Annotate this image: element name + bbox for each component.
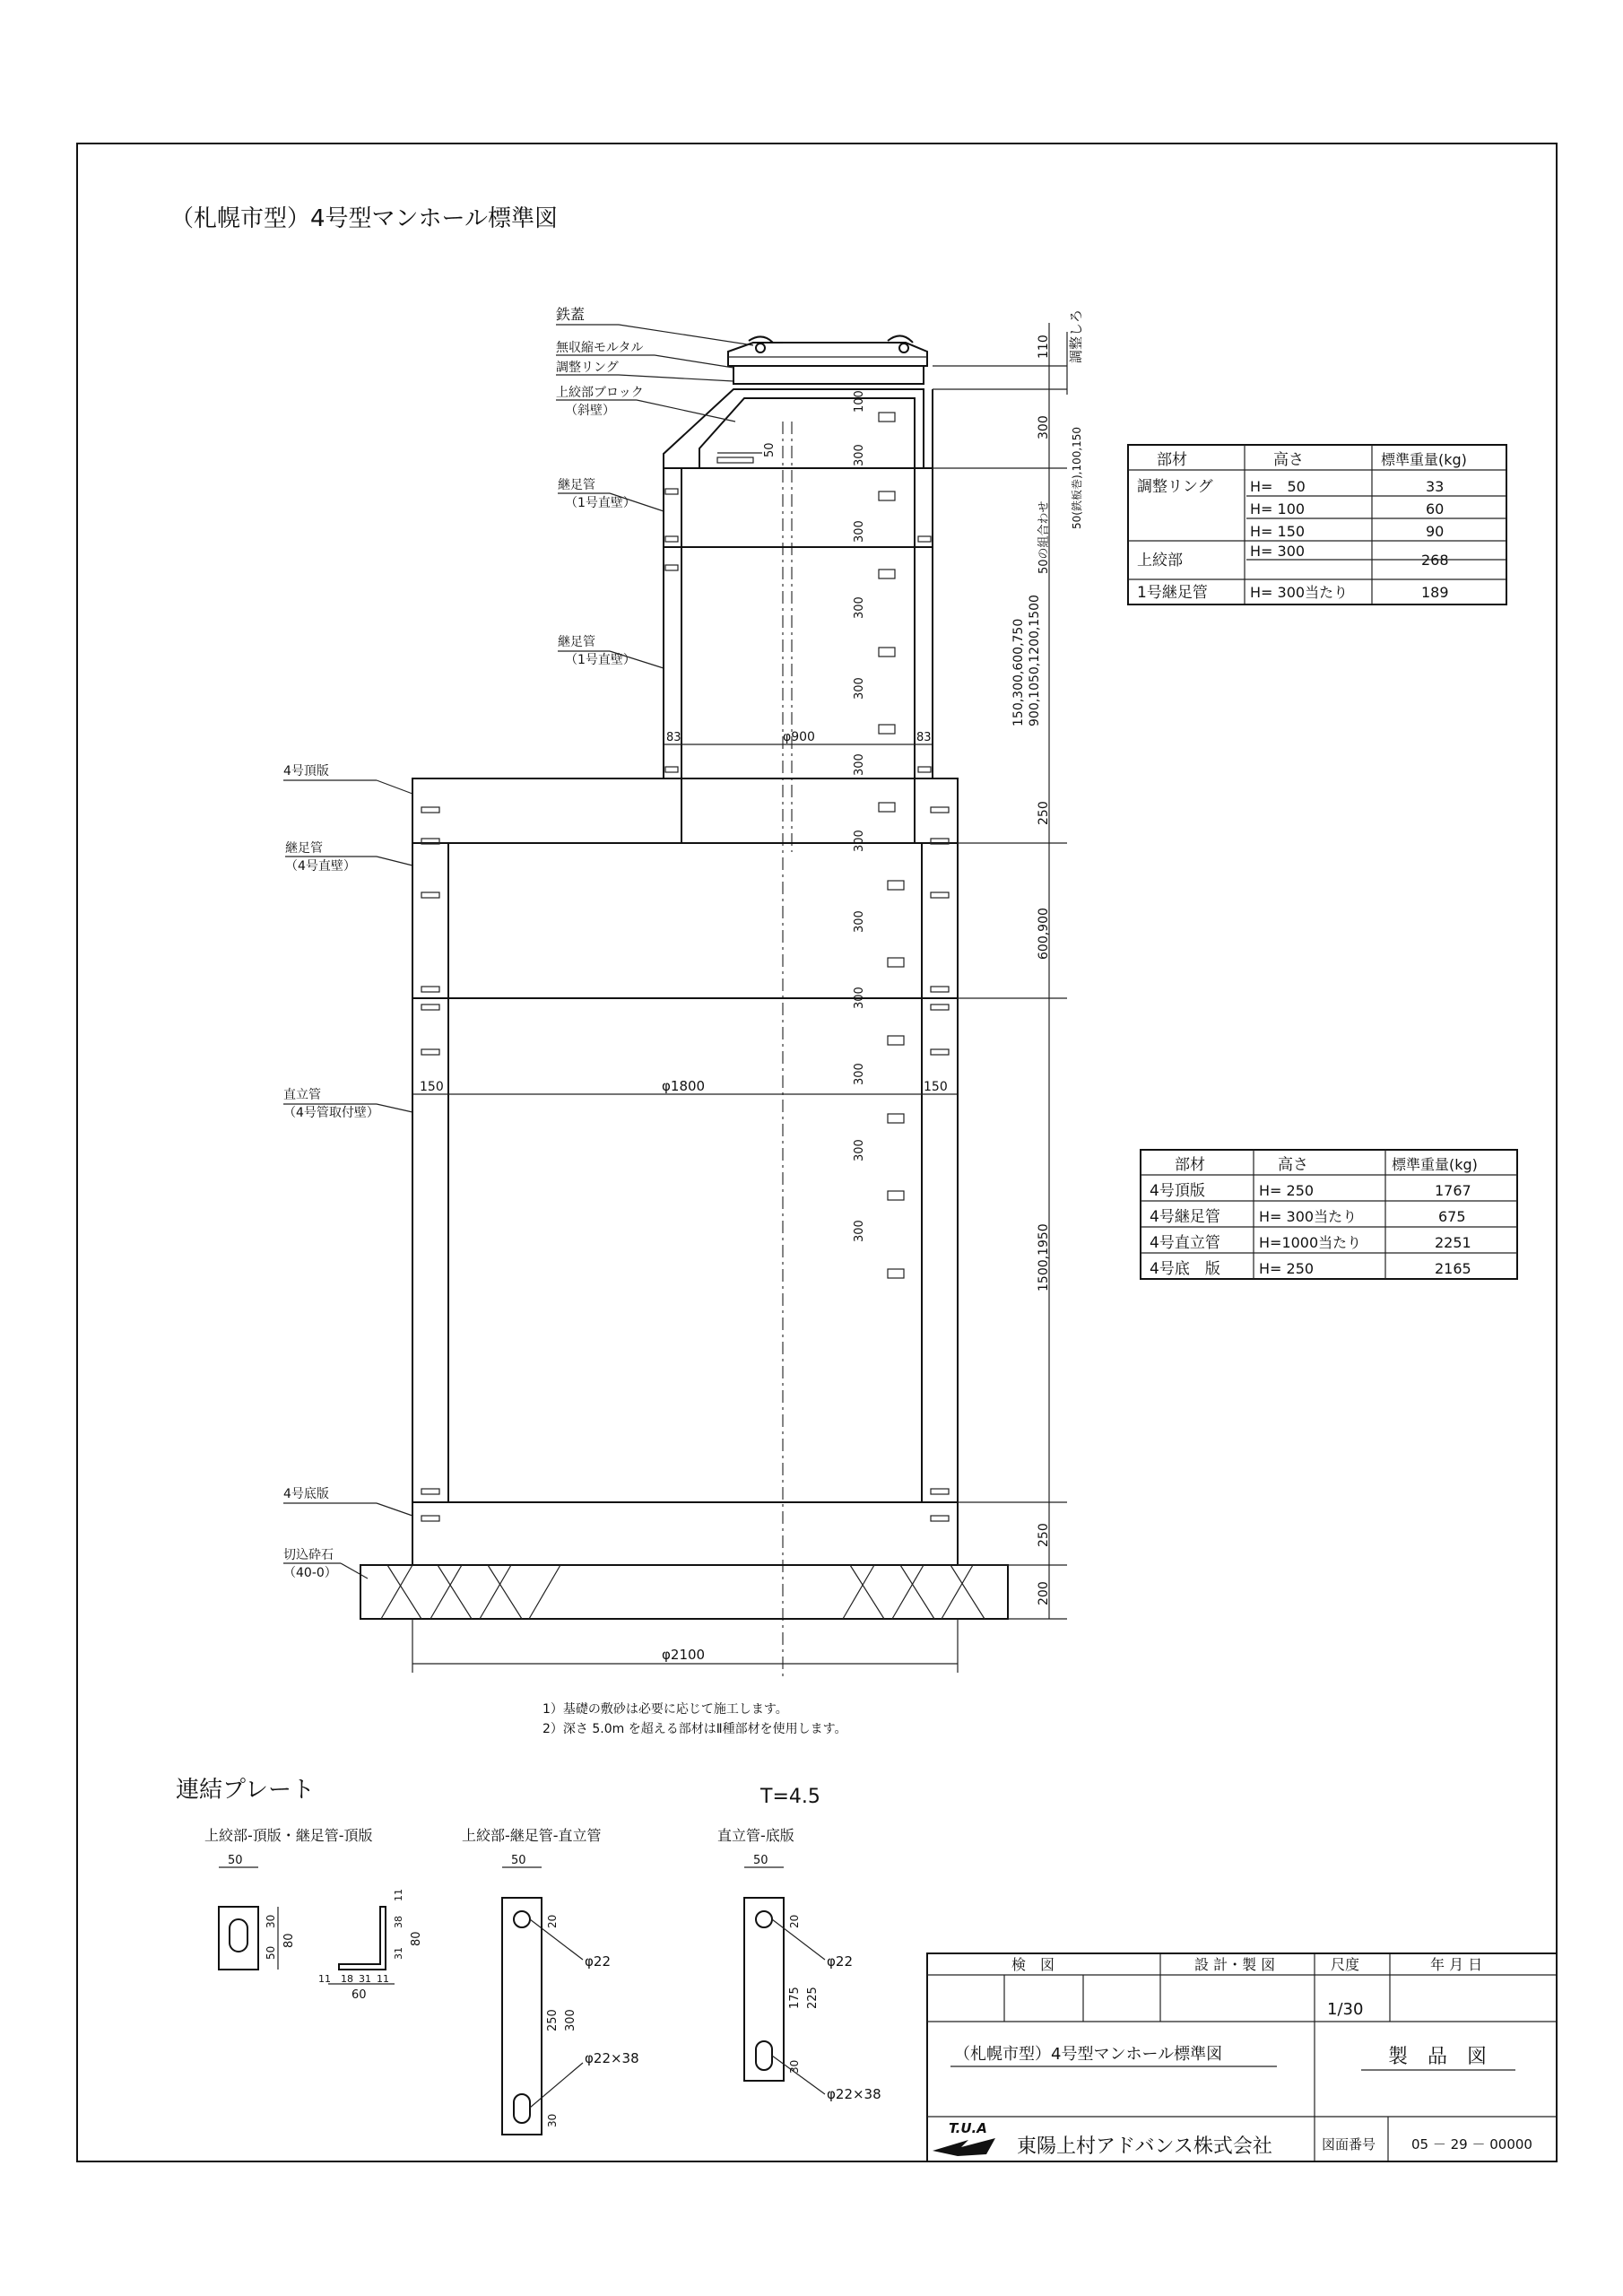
t1-cell: 90 <box>1426 523 1445 540</box>
dim-150-left: 150 <box>420 1080 444 1094</box>
dim-150-right: 150 <box>924 1080 948 1094</box>
ladder-steps <box>879 413 904 1278</box>
tb-nengappi: 年 月 日 <box>1430 1956 1483 1973</box>
t2-cell: H=1000当たり <box>1259 1234 1362 1251</box>
t2-header-weight: 標準重量(kg) <box>1392 1156 1478 1173</box>
p2-dim-300: 300 <box>564 2009 577 2031</box>
t1-cell: H= 150 <box>1250 523 1306 540</box>
p1-dim-80b: 80 <box>410 1931 423 1946</box>
p1-dim-60: 60 <box>352 1988 367 2002</box>
p1-dim-50: 50 <box>228 1854 243 1867</box>
t1-cell: 268 <box>1421 552 1449 569</box>
iron-cover <box>728 335 927 366</box>
p1-dim-50v: 50 <box>265 1945 277 1960</box>
plate3-slot <box>756 2041 772 2070</box>
label-riser2-sub: （1号直壁） <box>565 653 636 667</box>
dim-adjust: 調整しろ <box>1068 309 1084 363</box>
t1-cell: H= 100 <box>1250 500 1306 517</box>
dim-adjust-range: 50(鉄板巻),100,150 <box>1071 426 1083 529</box>
p3-dim-175: 175 <box>788 1987 802 2009</box>
dim-step-7: 300 <box>853 910 866 933</box>
dim-step-10: 300 <box>853 1139 866 1161</box>
gravel-base <box>360 1565 1008 1619</box>
p1-dim-80: 80 <box>282 1933 296 1948</box>
connector-marks <box>421 489 949 1521</box>
p1-dim-11a: 11 <box>318 1973 331 1985</box>
t2-cell: 1767 <box>1435 1182 1471 1199</box>
t2-cell: 2165 <box>1435 1260 1471 1277</box>
dim-phi1800: φ1800 <box>662 1078 706 1094</box>
plate1-slot <box>230 1919 247 1952</box>
p1-dim-30: 30 <box>265 1914 277 1928</box>
note-1: 1）基礎の敷砂は必要に応じて施工します。 <box>542 1702 788 1717</box>
p2-dim-50: 50 <box>511 1854 526 1867</box>
tb-logo: T.U.A <box>949 2120 987 2136</box>
t1-cell: 33 <box>1426 478 1445 495</box>
label-gravel: 切込砕石 <box>283 1548 334 1562</box>
p3-dim-30: 30 <box>788 2059 801 2074</box>
p2-dim-250: 250 <box>546 2009 560 2031</box>
dim-range-1: 150,300,600,750 <box>1011 618 1026 726</box>
t2-cell: H= 250 <box>1259 1260 1315 1277</box>
t1-cell: 189 <box>1421 584 1449 601</box>
dim-50: 50 <box>763 442 777 457</box>
weight-table-1 <box>1128 445 1506 604</box>
dim-300-top: 300 <box>1037 415 1051 439</box>
p3-dim-20: 20 <box>788 1914 801 1928</box>
dim-110: 110 <box>1037 335 1051 359</box>
dim-step-3: 300 <box>853 596 866 619</box>
label-main-riser-sub: （4号管取付壁） <box>283 1106 379 1120</box>
t2-cell: 4号頂版 <box>1150 1182 1205 1200</box>
dim-step-11: 300 <box>853 1220 866 1242</box>
t1-header-height: 高さ <box>1273 451 1304 469</box>
dim-1500-1950: 1500,1950 <box>1037 1223 1051 1292</box>
label-main-riser: 直立管 <box>283 1088 321 1102</box>
plate1-title: 上絞部-頂版・継足管-頂版 <box>204 1827 373 1844</box>
plate2-slot <box>514 2094 530 2123</box>
p3-phi22x38: φ22×38 <box>827 2086 881 2102</box>
plates-heading: 連結プレート <box>176 1777 315 1804</box>
drawing-border <box>77 144 1557 2161</box>
dim-phi900: φ900 <box>783 730 815 744</box>
p1-dim-11c: 11 <box>393 1889 404 1901</box>
plate3-body <box>744 1898 784 2081</box>
dim-83-left: 83 <box>666 731 681 744</box>
t1-cell: 調整リング <box>1137 478 1213 496</box>
plate1-front <box>219 1907 258 1970</box>
t2-header-height: 高さ <box>1278 1156 1308 1174</box>
t2-cell: 675 <box>1438 1208 1466 1225</box>
t1-cell: H= 300当たり <box>1250 584 1349 601</box>
dim-250-bottom: 250 <box>1037 1523 1051 1547</box>
manhole-section <box>360 335 1008 1677</box>
weight-table-2 <box>1141 1150 1517 1279</box>
p2-phi22: φ22 <box>585 1953 611 1970</box>
label-top-slab: 4号頂版 <box>283 764 329 778</box>
company-logo-icon <box>933 2138 995 2156</box>
dim-phi2100: φ2100 <box>662 1647 706 1663</box>
p2-dim-20: 20 <box>546 1914 559 1928</box>
p3-phi22: φ22 <box>827 1953 853 1970</box>
dim-step-4: 300 <box>853 677 866 700</box>
label-gravel-sub: （40-0） <box>283 1566 337 1580</box>
upper-cone-block <box>664 389 924 468</box>
tb-company: 東陽上村アドバンス株式会社 <box>1017 2135 1272 2158</box>
dim-combo: 50の組合わせ <box>1037 500 1051 574</box>
t2-cell: 4号継足管 <box>1150 1208 1220 1226</box>
p1-dim-31: 31 <box>359 1973 371 1985</box>
dim-step-8: 300 <box>853 987 866 1009</box>
dim-step-6: 300 <box>853 830 866 852</box>
tb-sekkei: 設 計・製 図 <box>1194 1956 1276 1973</box>
p3-dim-225: 225 <box>806 1987 820 2009</box>
connecting-plates <box>176 1777 881 2135</box>
dim-step-2: 300 <box>853 520 866 543</box>
dim-range-2: 900,1050,1200,1500 <box>1028 595 1042 726</box>
p3-dim-50: 50 <box>753 1854 768 1867</box>
t1-header-weight: 標準重量(kg) <box>1381 451 1467 468</box>
t1-cell: H= 50 <box>1250 478 1306 495</box>
t2-cell: H= 250 <box>1259 1182 1315 1199</box>
t2-header-member: 部材 <box>1175 1156 1205 1174</box>
dim-step-100: 100 <box>853 390 866 413</box>
tb-seihinzu: 製 品 図 <box>1388 2046 1488 2068</box>
label-riser2: 継足管 <box>558 635 595 649</box>
label-top-block-sub: （斜壁） <box>565 404 615 418</box>
p1-dim-38: 38 <box>393 1916 404 1928</box>
dim-step-5: 300 <box>853 753 866 776</box>
title-block <box>927 1953 1557 2161</box>
dimensions <box>412 309 1084 1673</box>
t2-cell: 2251 <box>1435 1234 1471 1251</box>
t1-cell: 1号継足管 <box>1137 584 1208 602</box>
plate2-hole <box>514 1911 530 1927</box>
p2-phi22x38: φ22×38 <box>585 2050 639 2066</box>
dim-200: 200 <box>1037 1581 1051 1605</box>
tb-number: 05 － 29 － 00000 <box>1411 2136 1532 2152</box>
label-mortar: 無収縮モルタル <box>556 341 644 355</box>
bottom-slab-4 <box>412 1502 958 1565</box>
plate1-side <box>339 1907 386 1970</box>
label-riser4-sub: （4号直壁） <box>285 859 356 874</box>
label-top-block: 上絞部ブロック <box>556 386 644 400</box>
callout-labels <box>283 306 753 1580</box>
adjusting-ring <box>733 366 924 384</box>
t1-cell: H= 300 <box>1250 543 1306 560</box>
riser-900 <box>664 389 933 778</box>
riser-1800 <box>412 843 958 1565</box>
t2-cell: 4号直立管 <box>1150 1234 1220 1252</box>
label-riser4: 継足管 <box>285 841 323 856</box>
t1-cell: 上絞部 <box>1137 552 1183 570</box>
plate-thickness: T=4.5 <box>760 1786 820 1808</box>
p1-dim-31b: 31 <box>393 1947 404 1960</box>
p1-dim-11b: 11 <box>377 1973 389 1985</box>
label-cover: 鉄蓋 <box>556 306 586 323</box>
dim-step-1: 300 <box>853 444 866 466</box>
p2-dim-30: 30 <box>546 2113 559 2127</box>
note-2: 2）深さ 5.0m を超える部材はⅡ種部材を使用します。 <box>542 1722 847 1736</box>
top-slab-4 <box>412 778 958 843</box>
t2-cell: 4号底 版 <box>1150 1260 1220 1278</box>
tb-kenzu: 検 図 <box>1011 1956 1055 1973</box>
label-bottom-slab: 4号底版 <box>283 1487 329 1501</box>
t1-cell: 60 <box>1426 500 1445 517</box>
t1-header-member: 部材 <box>1157 451 1187 469</box>
p1-dim-18: 18 <box>341 1973 353 1985</box>
plate2-body <box>502 1898 542 2135</box>
label-riser1-sub: （1号直壁） <box>565 496 636 510</box>
tb-scale: 1/30 <box>1327 2000 1364 2019</box>
dim-250-top: 250 <box>1037 801 1051 825</box>
drawing-title: （札幌市型）4号型マンホール標準図 <box>170 205 559 232</box>
label-riser1: 継足管 <box>558 478 595 492</box>
plate3-title: 直立管-底版 <box>717 1827 794 1844</box>
dim-600-900: 600,900 <box>1037 908 1051 960</box>
plate3-hole <box>756 1911 772 1927</box>
plate2-title: 上絞部-継足管-直立管 <box>462 1827 602 1844</box>
t2-cell: H= 300当たり <box>1259 1208 1358 1225</box>
dim-83-right: 83 <box>916 731 932 744</box>
tb-shakudo: 尺度 <box>1331 1956 1360 1973</box>
tb-zumen-bango: 図面番号 <box>1322 2136 1376 2152</box>
dim-step-9: 300 <box>853 1063 866 1085</box>
label-ring: 調整リング <box>556 361 619 375</box>
tb-drawing-name: （札幌市型）4号型マンホール標準図 <box>954 2045 1223 2064</box>
